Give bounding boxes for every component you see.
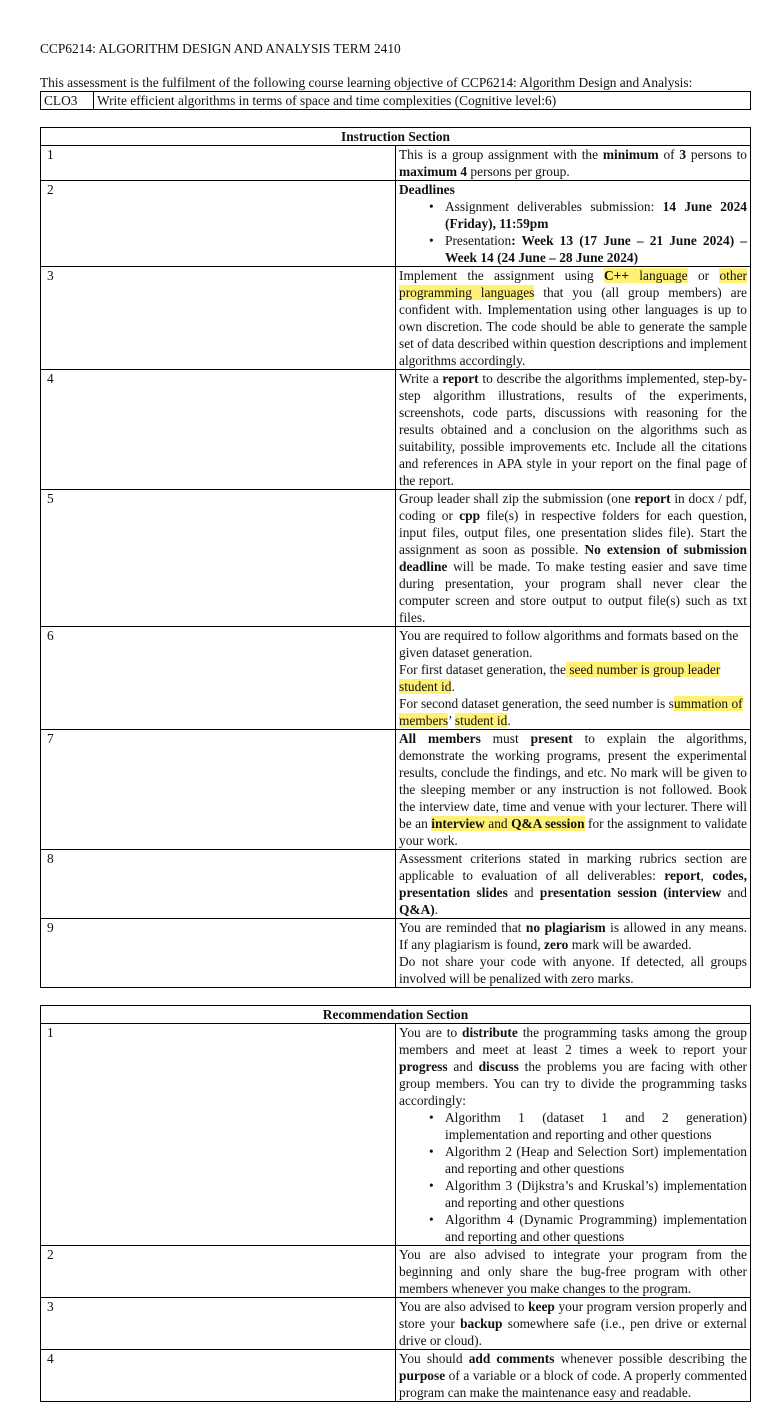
text: For first dataset generation, the <box>399 662 566 677</box>
row-number: 1 <box>41 1024 396 1246</box>
text: and <box>447 1059 479 1074</box>
row-number: 3 <box>41 1298 396 1350</box>
text: to describe the algorithms implemented, step-by-step algorithm illustrations, results of the experiments, screenshots, code parts, discussions with reasoning for the results obtained and a conclusion on the algorithms such as suitability, possible improvements etc. Include all the citations and references in APA style in your report on the final page of the report. <box>399 371 747 488</box>
table-row <box>41 146 751 181</box>
text-bold: report <box>634 491 671 506</box>
text: Assessment criterions stated in marking rubrics section are applicable to evaluation of all deliverables: <box>399 851 747 883</box>
row-content: You are also advised to integrate your program from the beginning and only share the bug-free program with other members whenever you make changes to the program. <box>396 1246 751 1298</box>
task-list <box>399 1109 747 1245</box>
text-bold: 14 June 2024 (Friday), 11:59pm <box>445 199 747 231</box>
text-highlight: ummation of members <box>399 696 743 728</box>
text-bold: All members <box>399 731 481 746</box>
text: . <box>434 902 439 917</box>
text: You are to <box>399 1025 463 1040</box>
table-row <box>41 1350 751 1402</box>
text-bold: 3 <box>679 147 687 162</box>
row-number: 7 <box>41 730 396 850</box>
row-number: 2 <box>41 181 396 267</box>
text: your program version properly and store your <box>399 1299 747 1331</box>
text: is allowed in any means. If any plagiarism is found, <box>399 920 747 952</box>
text: that you (all group members) are confident with. Implementation using other languages is up to own discretion. The code should be able to generate the sample set of data described within question descriptions and implement algorithms accordingly. <box>399 285 747 368</box>
text-bold: : Week 13 (17 June – 21 June 2024) – Week 14 (24 June – 28 June 2024) <box>445 233 747 265</box>
row-number: 5 <box>41 490 396 627</box>
text: of <box>658 147 680 162</box>
row-content <box>396 1024 751 1246</box>
table-row <box>41 850 751 919</box>
text: the problems you are facing with other group members. You can try to divide the programming tasks accordingly: <box>399 1059 748 1108</box>
text: and <box>507 885 540 900</box>
text-bold: purpose <box>399 1368 446 1383</box>
table-row <box>41 181 751 267</box>
text: whenever possible describing the <box>554 1351 747 1366</box>
table-row <box>41 267 751 370</box>
text-bold: add comments <box>468 1351 555 1366</box>
row-content <box>396 919 751 988</box>
text-highlight: Q&A session <box>511 816 585 831</box>
text-highlight: group leader student id <box>399 662 721 694</box>
text-bold: minimum <box>602 147 659 162</box>
list-item: • Algorithm 3 (Dijkstra’s and Kruskal’s) implementation and reporting and other questions <box>445 1177 747 1211</box>
list-item: • Algorithm 1 (dataset 1 and 2 generation) implementation and reporting and other questions <box>445 1109 747 1143</box>
text-highlight: C++ <box>604 268 629 283</box>
text-bold: distribute <box>462 1025 518 1040</box>
text: You should <box>399 1351 469 1366</box>
row-content <box>396 1350 751 1402</box>
text: Implement the assignment using <box>399 268 605 283</box>
document-page <box>40 40 751 1402</box>
row-number: 8 <box>41 850 396 919</box>
recommendation-heading: Recommendation Section <box>41 1006 751 1024</box>
text-highlight: student id <box>454 713 508 728</box>
table-row <box>41 730 751 850</box>
text: persons to <box>686 147 747 162</box>
text: will be made. To make testing easier and save time during presentation, your program shall never clear the computer screen and store output to output file(s) such as txt files. <box>399 559 747 625</box>
text-highlight: language <box>628 268 688 283</box>
text-bold: discuss <box>478 1059 519 1074</box>
row-content <box>396 850 751 919</box>
row-content <box>396 370 751 490</box>
row-number: 6 <box>41 627 396 730</box>
row-number: 4 <box>41 1350 396 1402</box>
text: Do not share your code with anyone. If detected, all groups involved will be penalized with zero marks. <box>399 954 747 986</box>
text: in docx / pdf, coding or <box>399 491 747 523</box>
list-item: • Algorithm 4 (Dynamic Programming) implementation and reporting and other questions <box>445 1211 747 1245</box>
text: persons per group. <box>467 164 570 179</box>
table-row <box>41 1246 751 1298</box>
text: or <box>687 268 720 283</box>
text: Group leader shall zip the submission (one <box>399 491 635 506</box>
row-content <box>396 627 751 730</box>
table-row <box>41 919 751 988</box>
text-line <box>399 695 747 729</box>
text: You are required to follow algorithms and formats based on the given dataset generation. <box>399 628 739 660</box>
row-number: 2 <box>41 1246 396 1298</box>
text: , <box>700 868 713 883</box>
instruction-heading: Instruction Section <box>41 128 751 146</box>
text-highlight: and <box>484 816 512 831</box>
text-line <box>399 661 747 695</box>
text: . <box>507 713 511 728</box>
deadlines-heading: Deadlines <box>399 182 455 197</box>
row-number: 9 <box>41 919 396 988</box>
text-bold: present <box>530 731 573 746</box>
clo-code: CLO3 <box>41 92 94 110</box>
recommendation-table <box>40 1005 751 1402</box>
instruction-table <box>40 127 751 988</box>
text: You are reminded that <box>399 920 526 935</box>
text: must <box>480 731 531 746</box>
text-bold: codes, presentation slides <box>399 868 747 900</box>
text: Assignment deliverables submission: <box>445 199 663 214</box>
table-row <box>41 490 751 627</box>
text: ’ <box>448 713 455 728</box>
list-item <box>445 232 747 266</box>
text-bold: backup <box>460 1316 503 1331</box>
text-bold: cpp <box>459 508 481 523</box>
text: For second dataset generation, the seed number is s <box>399 696 674 711</box>
row-content <box>396 490 751 627</box>
text-bold: progress <box>399 1059 448 1074</box>
table-row <box>41 1298 751 1350</box>
text-bold: report <box>664 868 701 883</box>
clo-table <box>40 91 751 110</box>
row-number: 1 <box>41 146 396 181</box>
row-content <box>396 730 751 850</box>
text-bold: presentation session (interview <box>539 885 722 900</box>
text-line <box>399 919 747 953</box>
text: Presentation <box>445 233 512 248</box>
row-content <box>396 181 751 267</box>
text: mark will be awarded. <box>568 937 692 952</box>
text-highlight: seed number is <box>565 662 653 677</box>
text-bold: zero <box>544 937 569 952</box>
document-title: CCP6214: ALGORITHM DESIGN AND ANALYSIS TERM 2410 <box>40 41 401 56</box>
text: to explain the algorithms, demonstrate the working programs, present the experimental results, conclude the findings, and etc. No mark will be given to the sleeping member or any instruction is not followed. Book the interview date, time and venue with your lecturer. There will be an <box>399 731 747 831</box>
clo-text: Write efficient algorithms in terms of space and time complexities (Cognitive level:6) <box>94 92 751 110</box>
text-highlight: other programming languages <box>399 268 747 300</box>
text-highlight: interview <box>431 816 485 831</box>
row-number: 3 <box>41 267 396 370</box>
row-content <box>396 146 751 181</box>
text: file(s) in respective folders for each question, input files, output files, one presentation slides file). Start the assignment as soon as possible. <box>399 508 747 557</box>
row-number: 4 <box>41 370 396 490</box>
text-bold: report <box>442 371 479 386</box>
text: This is a group assignment with the <box>399 147 603 162</box>
text-bold: no plagiarism <box>525 920 606 935</box>
row-content <box>396 1298 751 1350</box>
text-bold: No extension of submission deadline <box>399 542 747 574</box>
clo-row <box>41 92 751 110</box>
table-row <box>41 627 751 730</box>
text: for the assignment to validate your work. <box>399 816 747 848</box>
text: and <box>721 885 747 900</box>
row-content <box>396 267 751 370</box>
deadlines-list <box>399 198 747 266</box>
text-bold: Q&A) <box>399 902 435 917</box>
text: of a variable or a block of code. A properly commented program can make the maintenance easy and readable. <box>399 1368 747 1400</box>
intro-paragraph: This assessment is the fulfilment of the following course learning objective of CCP6214: Algorithm Design and Analysis: <box>40 75 693 90</box>
list-item: • Algorithm 2 (Heap and Selection Sort) implementation and reporting and other questions <box>445 1143 747 1177</box>
text: somewhere safe (i.e., pen drive or external drive or cloud). <box>399 1316 747 1348</box>
text: Write a <box>399 371 443 386</box>
list-item <box>445 198 747 232</box>
text: . <box>451 679 455 694</box>
text-bold: keep <box>528 1299 555 1314</box>
text: You are also advised to <box>399 1299 529 1314</box>
table-row <box>41 370 751 490</box>
table-row <box>41 1024 751 1246</box>
text-bold: maximum 4 <box>399 164 468 179</box>
text: the programming tasks among the group members and meet at least 2 times a week to report your <box>399 1025 747 1057</box>
